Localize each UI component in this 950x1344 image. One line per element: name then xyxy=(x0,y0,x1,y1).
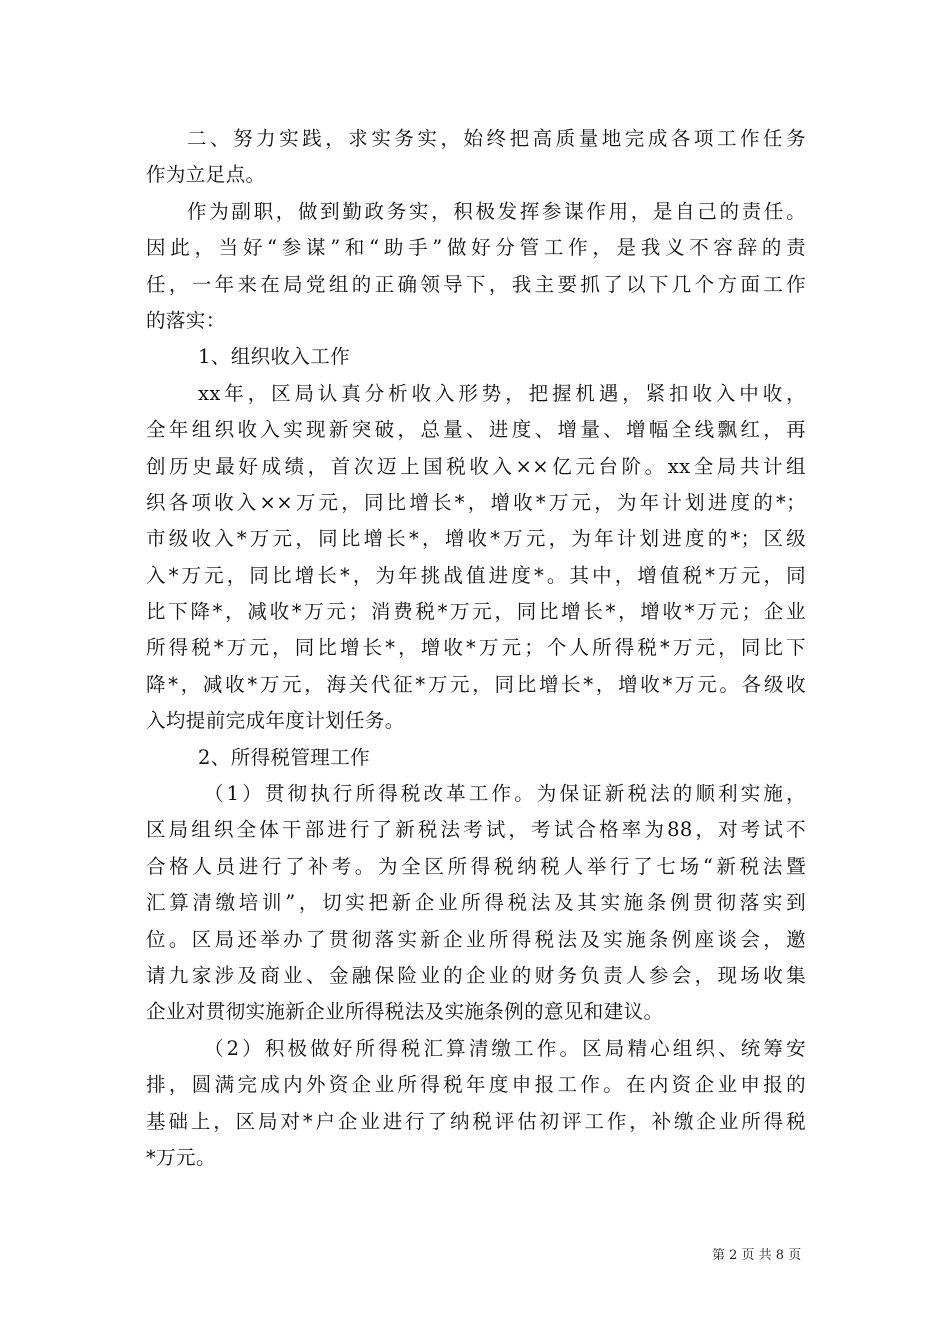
text-line: 织各项收入××万元，同比增长*，增收*万元，为年计划进度的*； xyxy=(146,490,806,514)
text-line: 合格人员进行了补考。为全区所得税纳税人举行了七场“新税法暨 xyxy=(146,854,806,878)
text-line: 企业对贯彻实施新企业所得税法及实施条例的意见和建议。 xyxy=(146,1000,664,1024)
section-heading: 1、组织收入工作 xyxy=(198,345,351,369)
text-line: 因此，当好“参谋”和“助手”做好分管工作，是我义不容辞的责 xyxy=(146,236,806,260)
text-line: 的落实： xyxy=(146,308,226,332)
text-line: 作为副职，做到勤政务实，积极发挥参谋作用，是自己的责任。 xyxy=(187,199,806,223)
text-line: （2）积极做好所得税汇算清缴工作。区局精心组织、统筹安 xyxy=(204,1036,806,1060)
text-line: *万元。 xyxy=(146,1145,216,1169)
text-line: 汇算清缴培训”，切实把新企业所得税法及其实施条例贯彻落实到 xyxy=(146,891,806,915)
text-line: 降*，减收*万元，海关代征*万元，同比增长*，增收*万元。各级收 xyxy=(146,672,806,696)
text-line: 基础上，区局对*户企业进行了纳税评估初评工作，补缴企业所得税 xyxy=(146,1109,806,1133)
text-line: 位。区局还举办了贯彻落实新企业所得税法及实施条例座谈会，邀 xyxy=(146,927,806,951)
text-line: 二、努力实践，求实务实，始终把高质量地完成各项工作任务 xyxy=(187,127,806,150)
text-line: 区局组织全体干部进行了新税法考试，考试合格率为88，对考试不 xyxy=(146,818,806,842)
section-heading: 2、所得税管理工作 xyxy=(198,745,371,769)
text-line: 所得税*万元，同比增长*，增收*万元；个人所得税*万元，同比下 xyxy=(146,636,806,660)
text-line: 创历史最好成绩，首次迈上国税收入××亿元台阶。xx全局共计组 xyxy=(146,454,806,478)
text-line: 入*万元，同比增长*，为年挑战值进度*。其中，增值税*万元，同 xyxy=(146,563,806,587)
text-line: 请九家涉及商业、金融保险业的企业的财务负责人参会，现场收集 xyxy=(146,963,806,987)
text-line: xx年，区局认真分析收入形势，把握机遇，紧扣收入中收， xyxy=(198,381,806,405)
text-line: 入均提前完成年度计划任务。 xyxy=(146,709,405,733)
page-number: 第 2 页 共 8 页 xyxy=(712,1248,802,1263)
document-body xyxy=(146,121,806,1176)
text-line: 全年组织收入实现新突破，总量、进度、增量、增幅全线飘红，再 xyxy=(146,418,806,442)
text-line: （1）贯彻执行所得税改革工作。为保证新税法的顺利实施， xyxy=(204,782,806,806)
text-line: 作为立足点。 xyxy=(146,163,266,187)
text-line: 市级收入*万元，同比增长*，增收*万元，为年计划进度的*；区级 xyxy=(146,527,806,551)
text-line: 任，一年来在局党组的正确领导下，我主要抓了以下几个方面工作 xyxy=(146,272,806,296)
text-line: 比下降*，减收*万元；消费税*万元，同比增长*，增收*万元；企业 xyxy=(146,600,806,624)
text-line: 排，圆满完成内外资企业所得税年度申报工作。在内资企业申报的 xyxy=(146,1073,806,1097)
